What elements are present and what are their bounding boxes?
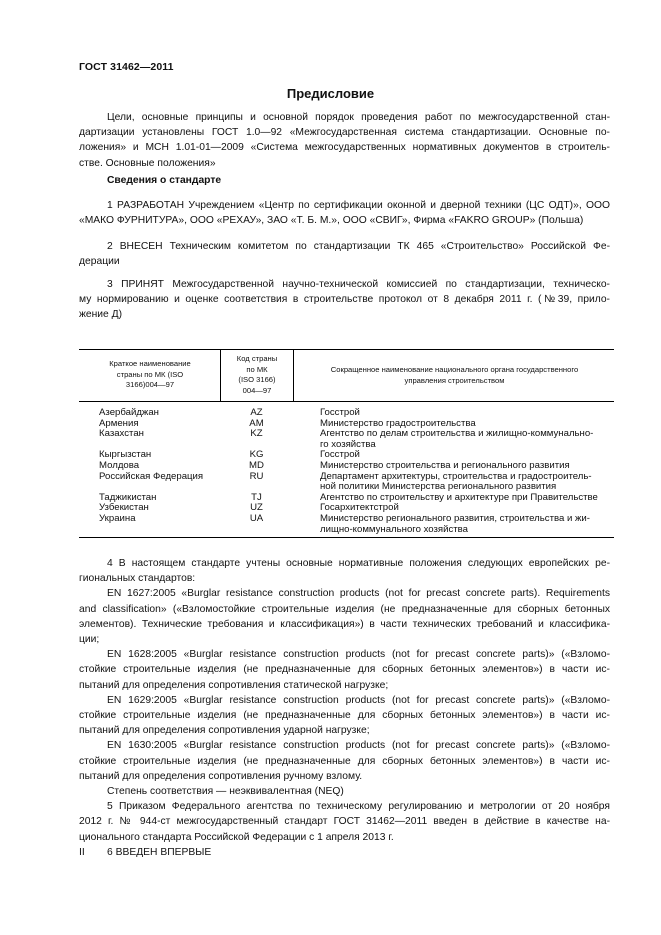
cell-line: Министерство регионального развития, строительства и жи- bbox=[320, 513, 590, 524]
page-title: Предисловие bbox=[286, 86, 375, 101]
text-line: стве. Основные положения» bbox=[79, 157, 216, 169]
cell-line: Госстрой bbox=[320, 449, 360, 461]
text-line: гиональных стандартов: bbox=[79, 573, 196, 585]
table-cell-authority bbox=[320, 408, 610, 419]
text-line: «МАКО ФУРНИТУРА», ООО «РЕХАУ», ЗАО «Т. Б. М.», ООО «СВИГ», Фирма «FAKRO GROUP» (Польша) bbox=[79, 215, 584, 227]
text-line: стойкие строительные изделия (не предназначенные для сборных бетонных элементов») в части ис- bbox=[79, 710, 610, 722]
table-cell-code: RU bbox=[249, 470, 264, 482]
text-line: Степень соответствия — неэквивалентная (NEQ) bbox=[107, 786, 344, 798]
table-cell-code: UA bbox=[249, 513, 264, 524]
table-cell-code: TJ bbox=[251, 491, 262, 503]
cell-line: Агентство по строительству и архитектуре при Правительстве bbox=[320, 491, 598, 503]
header-line: Сокращенное наименование национального органа государственного bbox=[330, 365, 579, 374]
table-header-code bbox=[222, 354, 292, 396]
text-line: 1 РАЗРАБОТАН Учреждением «Центр по сертификации оконной и дверной техники (ЦС ОДТ)», ООО bbox=[107, 200, 610, 211]
info-heading: Сведения о стандарте bbox=[107, 175, 222, 186]
cell-line: Госархитектстрой bbox=[320, 502, 399, 514]
item-3-paragraph bbox=[79, 277, 610, 323]
header-line: (ISO 3166) bbox=[238, 375, 276, 384]
item-4-section bbox=[79, 556, 610, 860]
cell-line: ной политики Министерства регионального развития bbox=[320, 481, 557, 493]
table-cell-code: KZ bbox=[250, 428, 263, 440]
header-line: страны по МК (ISO bbox=[116, 369, 184, 379]
table-cell-country: Украина bbox=[99, 513, 136, 524]
table-cell-country: Армения bbox=[99, 417, 139, 429]
text-line: 6 ВВЕДЕН ВПЕРВЫЕ bbox=[107, 846, 212, 858]
table-column-divider bbox=[220, 349, 221, 401]
cell-line: Министерство градостроительства bbox=[320, 417, 476, 429]
table-cell-country: Кыргызстан bbox=[99, 449, 152, 461]
header-line: Краткое наименование bbox=[109, 359, 191, 368]
text-line: Цели, основные принципы и основной порядок проведения работ по межгосударственной стан- bbox=[107, 112, 610, 123]
text-line: 2012 г. № 944-ст межгосударственный стандарт ГОСТ 31462—2011 введен в действие в качестве на- bbox=[79, 816, 610, 828]
cell-line: Департамент архитектуры, строительства и градостроитель- bbox=[320, 470, 592, 482]
page-number: II bbox=[79, 846, 85, 858]
table-cell-country: Таджикистан bbox=[99, 491, 157, 503]
header-line: 3166)004—97 bbox=[125, 380, 175, 389]
text-line: and classification» («Взломостойкие строительные изделия (не предназначенные для сборных бетонных bbox=[79, 603, 610, 615]
intro-paragraph bbox=[79, 110, 610, 171]
text-line: жение Д) bbox=[79, 309, 123, 321]
table-cell-authority bbox=[320, 429, 610, 450]
item-1-paragraph bbox=[79, 198, 610, 228]
table-cell-country: Азербайджан bbox=[99, 407, 159, 418]
cell-line: Госстрой bbox=[320, 407, 360, 418]
text-line: 5 Приказом Федерального агентства по техническому регулированию и метрологии от 20 ноября bbox=[107, 801, 610, 813]
text-line: стойкие строительные изделия (не предназначенные для сборных бетонных элементов») в части ис- bbox=[79, 664, 610, 676]
table-cell-code: AM bbox=[249, 417, 264, 429]
table-cell-code: KG bbox=[249, 449, 264, 461]
table-top-border bbox=[79, 349, 614, 350]
standard-header: ГОСТ 31462—2011 bbox=[79, 61, 174, 73]
table-cell-country: Узбекистан bbox=[99, 502, 149, 514]
table-column-divider bbox=[293, 349, 294, 401]
text-line: пытаний для определения сопротивления ручному взлому. bbox=[79, 770, 363, 782]
text-line: ционального стандарта Российской Федерации с 1 апреля 2013 г. bbox=[79, 831, 394, 843]
text-line: дартизации установлены ГОСТ 1.0—92 «Межгосударственная система стандартизации. Основные по- bbox=[79, 127, 610, 139]
text-line: ложения» и МСН 1.01-01—2009 «Система межгосударственных нормативных документов в строитель- bbox=[79, 142, 610, 154]
text-line: 4 В настоящем стандарте учтены основные нормативные положения следующих европейских ре- bbox=[107, 558, 610, 569]
table-bottom-border bbox=[79, 537, 614, 538]
cell-line: Агентство по делам строительства и жилищно-коммунально- bbox=[320, 428, 594, 440]
text-line: 2 ВНЕСЕН Техническим комитетом по стандартизации ТК 465 «Строительство» Российской Фе- bbox=[107, 241, 610, 252]
table-cell-country: Казахстан bbox=[99, 428, 144, 440]
table-cell-country: Молдова bbox=[99, 460, 140, 471]
header-line: Код страны bbox=[236, 354, 278, 363]
text-line: EN 1630:2005 «Burglar resistance construction products (not for precast concrete parts)» («Взломо- bbox=[107, 740, 610, 752]
table-cell-country: Российская Федерация bbox=[99, 470, 204, 482]
text-line: элементов). Технические требования и классификация») в части технических требований и классифика- bbox=[79, 618, 610, 630]
table-cell-authority bbox=[320, 461, 610, 472]
table-cell-code: AZ bbox=[250, 407, 263, 418]
table-cell-code: MD bbox=[249, 460, 264, 471]
text-line: пытаний для определения сопротивления ударной нагрузке; bbox=[79, 725, 370, 737]
text-line: стойкие строительные изделия (не предназначенные для сборных бетонных элементов») в части ис- bbox=[79, 755, 610, 767]
text-line: му нормированию и оценке соответствия в строительстве протокол от 8 декабря 2011 г. (№39, прило- bbox=[79, 294, 610, 306]
cell-line: Министерство строительства и регионального развития bbox=[320, 460, 570, 471]
header-line: управления строительством bbox=[404, 375, 505, 385]
text-line: EN 1629:2005 «Burglar resistance construction products (not for precast concrete parts)» («Взломо- bbox=[107, 694, 610, 706]
table-cell-code: UZ bbox=[250, 502, 263, 514]
text-line: дерации bbox=[79, 256, 120, 268]
cell-line: лищно-коммунального хозяйства bbox=[320, 523, 468, 535]
item-2-paragraph bbox=[79, 239, 610, 269]
table-cell-authority bbox=[320, 514, 610, 535]
text-line: EN 1627:2005 «Burglar resistance construction products (not for precast concrete parts). Requirements bbox=[107, 588, 610, 600]
header-line: 004—97 bbox=[242, 385, 272, 395]
header-line: по МК bbox=[246, 364, 268, 374]
cell-line: го хозяйства bbox=[320, 438, 376, 450]
countries-table bbox=[79, 349, 614, 539]
table-header-country bbox=[83, 359, 217, 391]
text-line: EN 1628:2005 «Burglar resistance construction products (not for precast concrete parts)» («Взломо- bbox=[107, 649, 610, 661]
table-cell-authority bbox=[320, 472, 610, 493]
text-line: ции; bbox=[79, 634, 100, 646]
table-header-divider bbox=[79, 401, 614, 402]
text-line: пытаний для определения сопротивления статической нагрузке; bbox=[79, 679, 389, 691]
text-line: 3 ПРИНЯТ Межгосударственной научно-технической комиссией по стандартизации, техническо- bbox=[107, 279, 610, 290]
table-header-authority bbox=[295, 365, 614, 386]
